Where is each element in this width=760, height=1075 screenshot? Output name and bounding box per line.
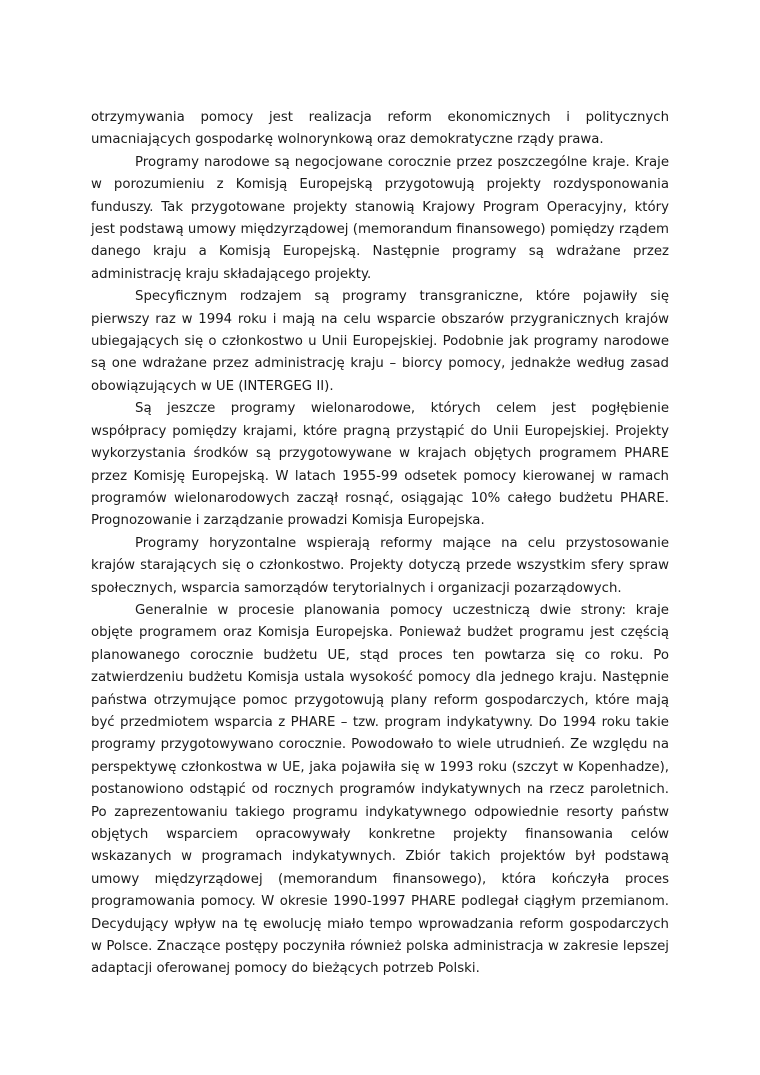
paragraph-multinational-programs: Są jeszcze programy wielonarodowe, których celem jest pogłębienie współpracy pomiędzy krajami, które pragną przystąpić do Unii Europejskiej. Projekty wykorzystania środków są przygotowywane w krajach objętych programem PHARE przez Komisję Europejską. W latach 1955-99 odsetek pomocy kierowanej w ramach programów wielonarodowych zaczął rosnąć, osiągając 10% całego budżetu PHARE. Prognozowanie i zarządzanie prowadzi Komisja Europejska. (91, 401, 669, 529)
paragraph-continuation: otrzymywania pomocy jest realizacja reform ekonomicznych i politycznych umacniających gospodarkę wolnorynkową oraz demokratyczne rządy prawa. (91, 110, 669, 148)
paragraph-planning-process: Generalnie w procesie planowania pomocy uczestniczą dwie strony: kraje objęte programem oraz Komisja Europejska. Ponieważ budżet programu jest częścią planowanego corocznie budżetu UE, stąd proces ten powtarza się co roku. Po zatwierdzeniu budżetu Komisja ustala wysokość pomocy dla jednego kraju. Następnie państwa otrzymujące pomoc przygotowują plany reform gospodarczych, które mają być przedmiotem wsparcia z PHARE – tzw. program indykatywny. Do 1994 roku takie programy przygotowywano corocznie. Powodowało to wiele utrudnień. Ze względu na perspektywę członkostwa w UE, jaka pojawiła się w 1993 roku (szczyt w Kopenhadze), postanowiono odstąpić od rocznych programów indykatywnych na rzecz paroletnich. Po zaprezentowaniu takiego programu indykatywnego odpowiednie resorty państw objętych wsparciem opracowywały konkretne projekty finansowania celów wskazanych w programach indykatywnych. Zbiór takich projektów był podstawą umowy międzyrządowej (memorandum finansowego), która kończyła proces programowania pomocy. W okresie 1990-1997 PHARE podlegał ciągłym przemianom. Decydujący wpływ na tę ewolucję miało tempo wprowadzania reform gospodarczych w Polsce. Znaczące postępy poczyniła również polska administracja w zakresie lepszej adaptacji oferowanej pomocy do bieżących potrzeb Polski. (91, 602, 669, 977)
paragraph-national-programs: Programy narodowe są negocjowane corocznie przez poszczególne kraje. Kraje w porozumieniu z Komisją Europejską przygotowują projekty rozdysponowania funduszy. Tak przygotowane projekty stanowią Krajowy Program Operacyjny, który jest podstawą umowy międzyrządowej (memorandum finansowego) pomiędzy rządem danego kraju a Komisją Europejską. Następnie programy są wdrażane przez administrację kraju składającego projekty. (91, 154, 669, 282)
paragraph-horizontal-programs: Programy horyzontalne wspierają reformy mające na celu przystosowanie krajów starających się o członkostwo. Projekty dotyczą przede wszystkim sfery spraw społecznych, wsparcia samorządów terytorialnych i organizacji pozarządowych. (91, 535, 669, 596)
paragraph-cross-border-programs: Specyficznym rodzajem są programy transgraniczne, które pojawiły się pierwszy raz w 1994 roku i mają na celu wsparcie obszarów przygranicznych krajów ubiegających się o członkostwo u Unii Europejskiej. Podobnie jak programy narodowe są one wdrażane przez administrację kraju – biorcy pomocy, jednakże według zasad obowiązujących w UE (INTERGEG II). (91, 289, 669, 394)
document-page (91, 107, 669, 981)
